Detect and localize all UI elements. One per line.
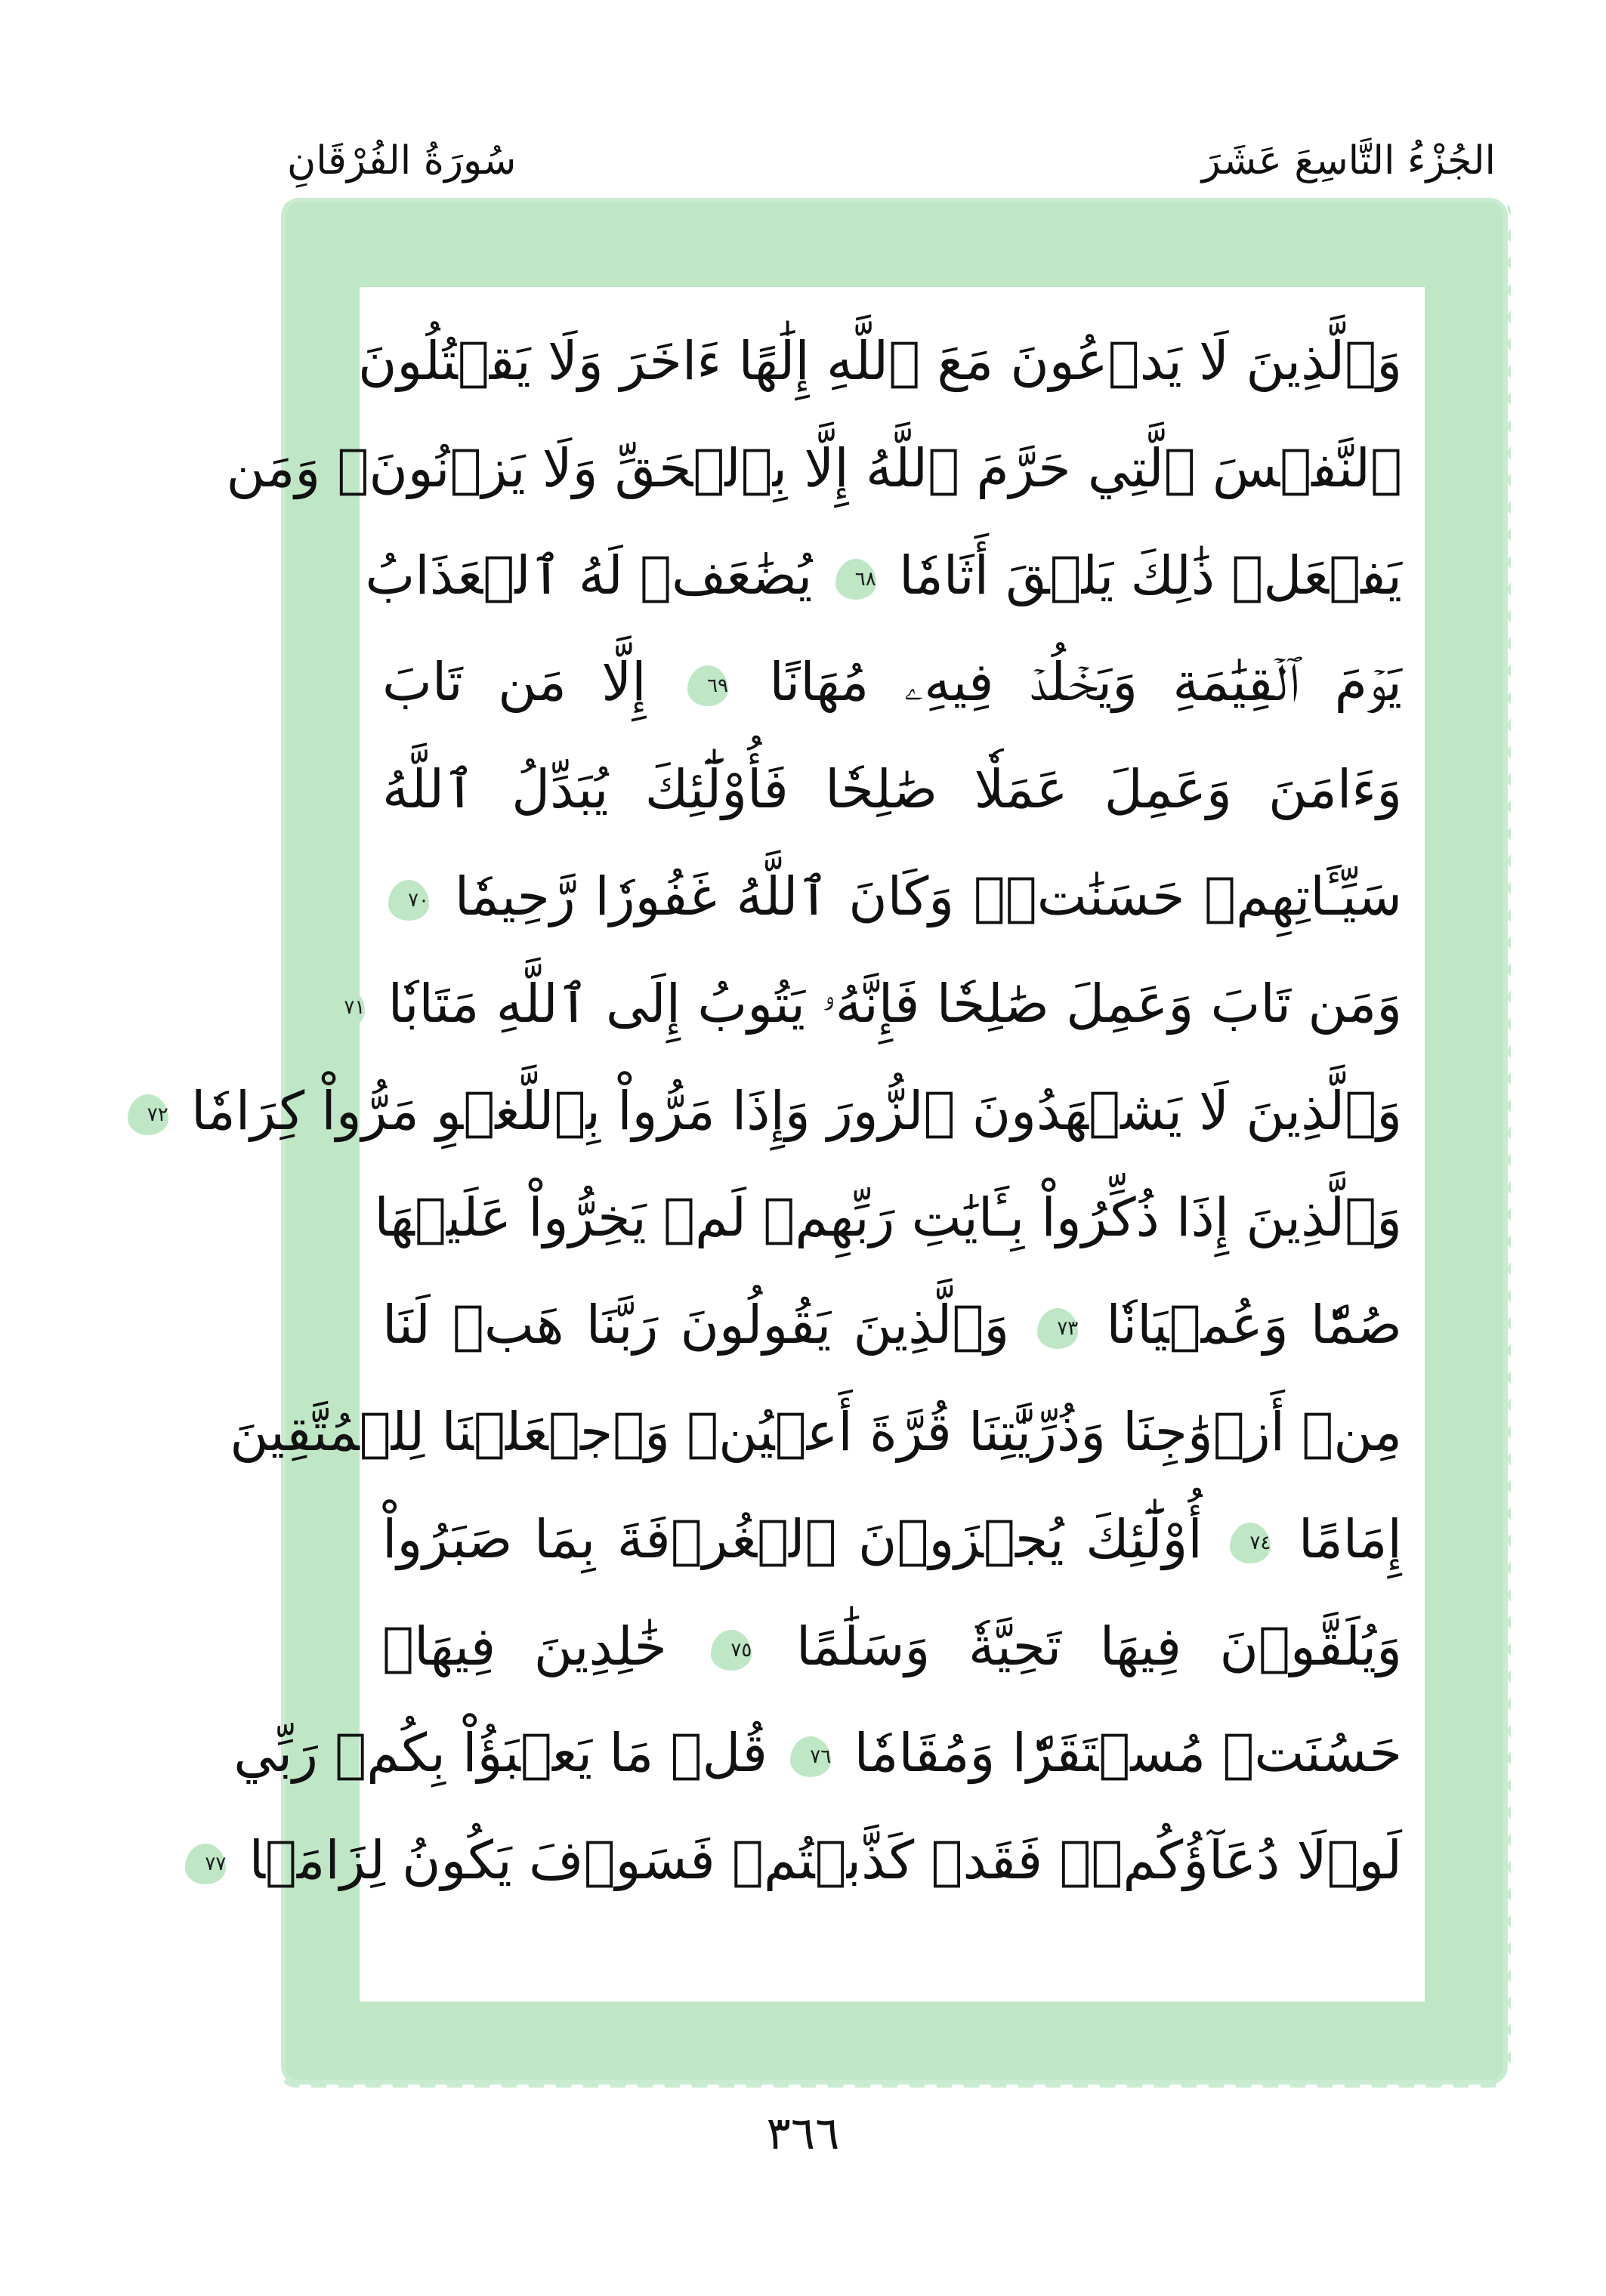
ayah-number-marker: ٧٦ bbox=[790, 1736, 831, 1777]
text-line: مِنۡ أَزۡوَٰجِنَا وَذُرِّيَّٰتِنَا قُرَّةَ أَعۡيُنٖ وَٱجۡعَلۡنَا لِلۡمُتَّقِينَ bbox=[230, 1400, 1402, 1463]
text-line: وَمَن تَابَ وَعَمِلَ صَٰلِحٗا فَإِنَّهُۥ يَتُوبُ إِلَى ٱللَّهِ مَتَابٗا ٧١ bbox=[382, 951, 1402, 1058]
text-line: وَٱلَّذِينَ لَا يَدۡعُونَ مَعَ ٱللَّهِ إِلَٰهًا ءَاخَرَ وَلَا يَقۡتُلُونَ bbox=[357, 330, 1402, 392]
page-header bbox=[287, 127, 1496, 195]
ayah-number-marker: ٧٠ bbox=[388, 880, 429, 921]
text-line: وَيُلَقَّوۡنَ فِيهَا تَحِيَّةٗ وَسَلَٰمًا ٧٥ خَٰلِدِينَ فِيهَاۚ bbox=[382, 1615, 1402, 1677]
ayah-number-marker: ٦٨ bbox=[835, 559, 876, 600]
ayah-number-marker: ٧١ bbox=[324, 987, 365, 1028]
text-line: لَوۡلَا دُعَآؤُكُمۡۖ فَقَدۡ كَذَّبۡتُمۡ فَسَوۡفَ يَكُونُ لِزَامَۢا ٧٧ bbox=[382, 1807, 1402, 1915]
ayah-number-marker: ٧٥ bbox=[711, 1630, 752, 1671]
text-line: حَسُنَتۡ مُسۡتَقَرّٗا وَمُقَامٗا ٧٦ قُلۡ مَا يَعۡبَؤُاْ بِكُمۡ رَبِّي bbox=[233, 1722, 1402, 1785]
text-line: يَوۡمَ ٱلۡقِيَٰمَةِ وَيَخۡلُدۡ فِيهِۦ مُهَانًا ٦٩ إِلَّا مَن تَابَ bbox=[382, 651, 1402, 714]
text-line: صُمّٗا وَعُمۡيَانٗا ٧٣ وَٱلَّذِينَ يَقُولُونَ رَبَّنَا هَبۡ لَنَا bbox=[382, 1294, 1402, 1356]
text-line: وَءَامَنَ وَعَمِلَ عَمَلٗا صَٰلِحٗا فَأُوْلَٰٓئِكَ يُبَدِّلُ ٱللَّهُ bbox=[382, 758, 1402, 821]
text-line: وَٱلَّذِينَ إِذَا ذُكِّرُواْ بِـَٔايَٰتِ رَبِّهِمۡ لَمۡ يَخِرُّواْ عَلَيۡهَا bbox=[374, 1187, 1402, 1249]
text-line: سَيِّـَٔاتِهِمۡ حَسَنَٰتٖۗ وَكَانَ ٱللَّهُ غَفُورٗا رَّحِيمٗا ٧٠ bbox=[382, 844, 1402, 951]
text-line: إِمَامًا ٧٤ أُوْلَٰٓئِكَ يُجۡزَوۡنَ ٱلۡغُرۡفَةَ بِمَا صَبَرُواْ bbox=[382, 1508, 1402, 1570]
ayah-number-marker: ٦٩ bbox=[687, 665, 728, 706]
ayah-number-marker: ٧٣ bbox=[1037, 1308, 1078, 1349]
ayah-number-marker: ٧٧ bbox=[185, 1844, 226, 1884]
surah-title: سُورَةُ الفُرْقَانِ bbox=[287, 138, 517, 184]
ayah-number-marker: ٧٢ bbox=[128, 1094, 168, 1135]
text-line: ٱلنَّفۡسَ ٱلَّتِي حَرَّمَ ٱللَّهُ إِلَّا بِٱلۡحَقِّ وَلَا يَزۡنُونَۚ وَمَن bbox=[226, 437, 1402, 499]
text-line: وَٱلَّذِينَ لَا يَشۡهَدُونَ ٱلزُّورَ وَإِذَا مَرُّواْ بِٱللَّغۡوِ مَرُّواْ كِرَامٗا ٧٢ bbox=[382, 1058, 1402, 1165]
page-number: ٣٦٦ bbox=[766, 2107, 840, 2160]
ayah-number-marker: ٧٤ bbox=[1230, 1523, 1271, 1563]
text-line: يَفۡعَلۡ ذَٰلِكَ يَلۡقَ أَثَامٗا ٦٨ يُضَٰعَفۡ لَهُ ٱلۡعَذَابُ bbox=[365, 544, 1402, 606]
quran-text-panel bbox=[147, 287, 1425, 2001]
juz-title: الجُزْءُ التَّاسِعَ عَشَرَ bbox=[1201, 138, 1496, 184]
